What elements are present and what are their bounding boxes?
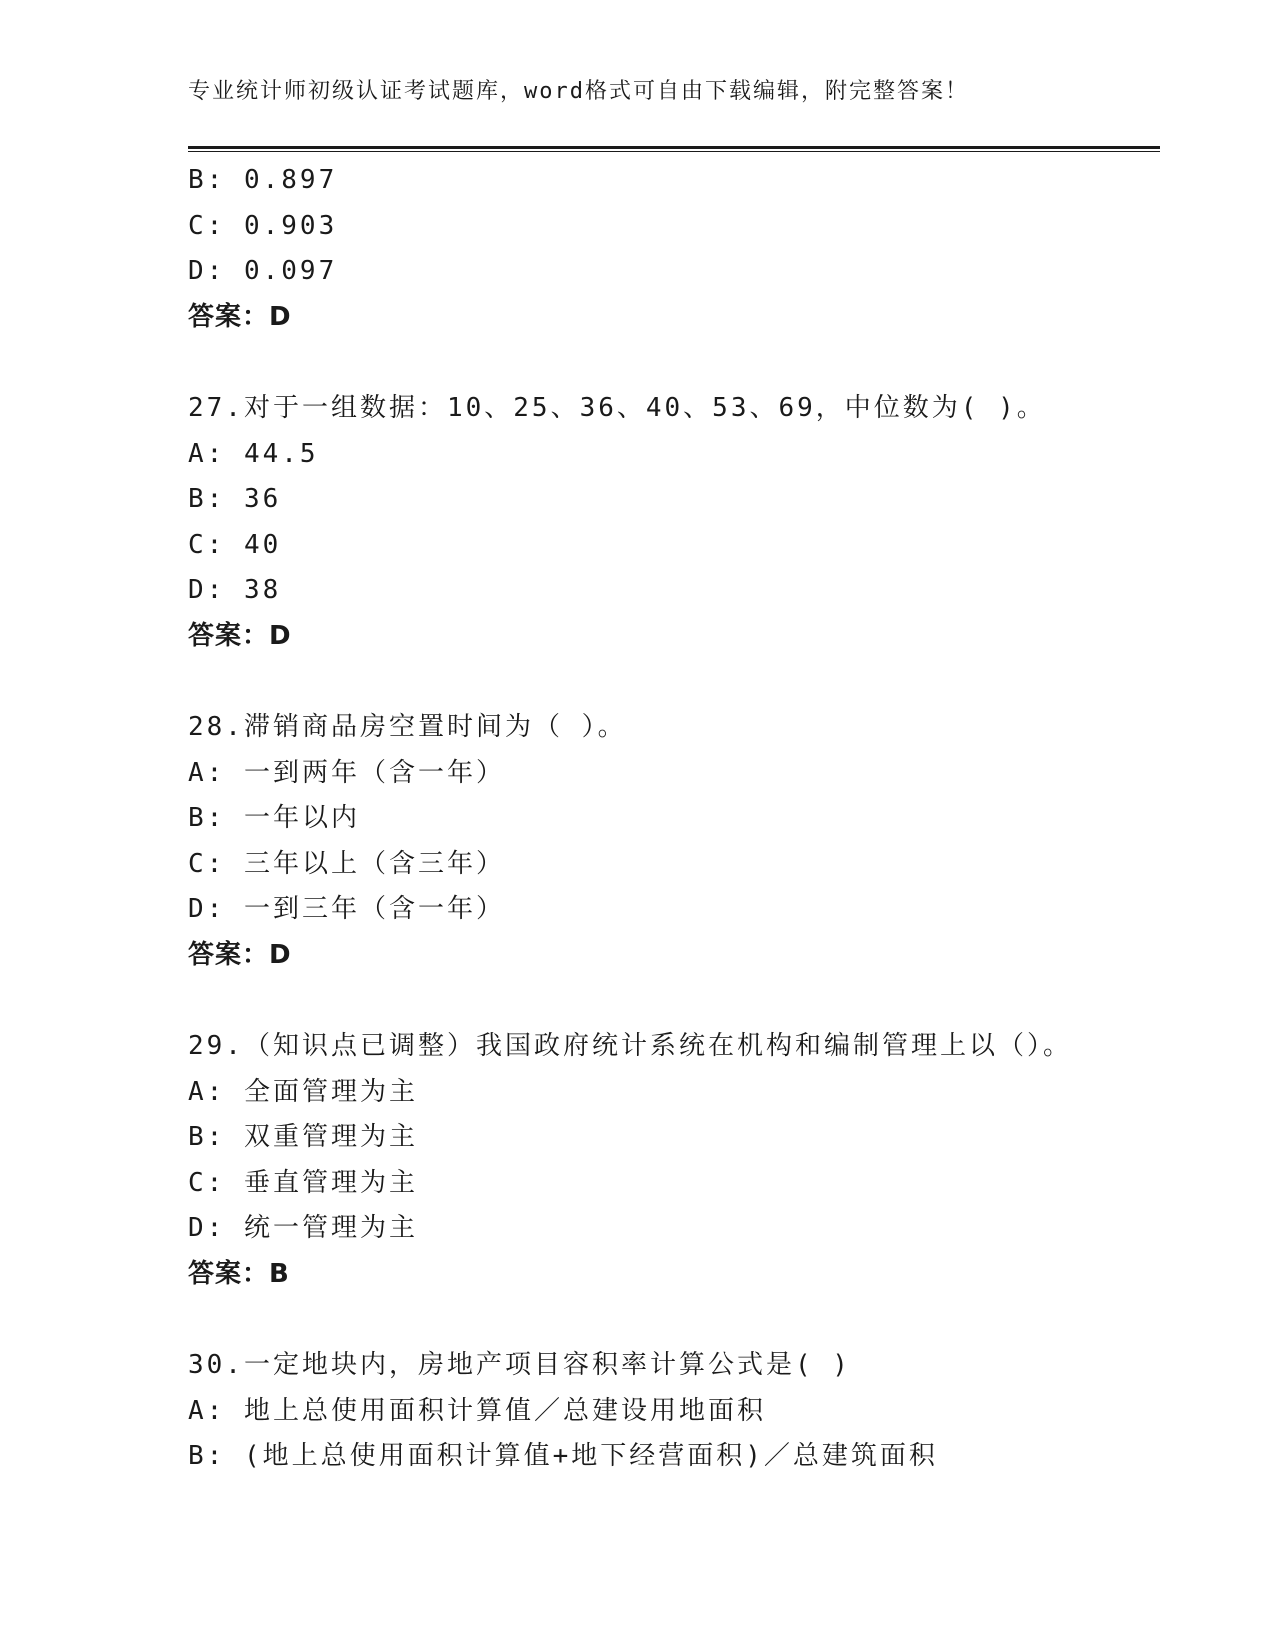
answer-line: 答案：B (188, 1258, 290, 1289)
question-list (188, 158, 1160, 1480)
option-line: B: (地上总使用面积计算值+地下经营面积)／总建筑面积 (188, 1441, 938, 1471)
page-header: 专业统计师初级认证考试题库，word格式可自由下载编辑，附完整答案！ (188, 79, 969, 104)
option-line: D: 0.097 (188, 256, 338, 286)
question-text: 29.（知识点已调整）我国政府统计系统在机构和编制管理上以（）。 (188, 1031, 1072, 1061)
option-line: A: 全面管理为主 (188, 1076, 418, 1107)
option-line: D: 统一管理为主 (188, 1213, 418, 1243)
answer-line: 答案：D (188, 620, 292, 651)
header-rule-thick (188, 146, 1160, 149)
option-line: A: 44.5 (188, 438, 319, 469)
answer-line: 答案：D (188, 301, 292, 332)
question-block (188, 1024, 1160, 1297)
answer-line: 答案：D (188, 939, 292, 970)
question-text: 28.滞销商品房空置时间为（ ）。 (188, 712, 627, 742)
option-line: D: 一到三年（含一年） (188, 894, 505, 924)
option-line: C: 40 (188, 529, 282, 560)
option-line: B: 0.897 (188, 165, 338, 195)
option-line: C: 三年以上（含三年） (188, 848, 505, 879)
option-line: D: 38 (188, 575, 282, 605)
question-block (188, 158, 1160, 340)
question-block (188, 1343, 1160, 1480)
option-line: C: 0.903 (188, 210, 338, 241)
option-line: B: 一年以内 (188, 803, 360, 833)
option-line: B: 36 (188, 484, 282, 514)
option-line: A: 一到两年（含一年） (188, 757, 505, 788)
question-block (188, 386, 1160, 659)
question-text: 30.一定地块内，房地产项目容积率计算公式是( ) (188, 1350, 851, 1380)
option-line: A: 地上总使用面积计算值／总建设用地面积 (188, 1395, 766, 1426)
header-rule-thin (188, 151, 1160, 152)
question-text: 27.对于一组数据：10、25、36、40、53、69，中位数为( )。 (188, 393, 1046, 423)
option-line: B: 双重管理为主 (188, 1122, 418, 1152)
question-block (188, 705, 1160, 978)
option-line: C: 垂直管理为主 (188, 1167, 418, 1198)
